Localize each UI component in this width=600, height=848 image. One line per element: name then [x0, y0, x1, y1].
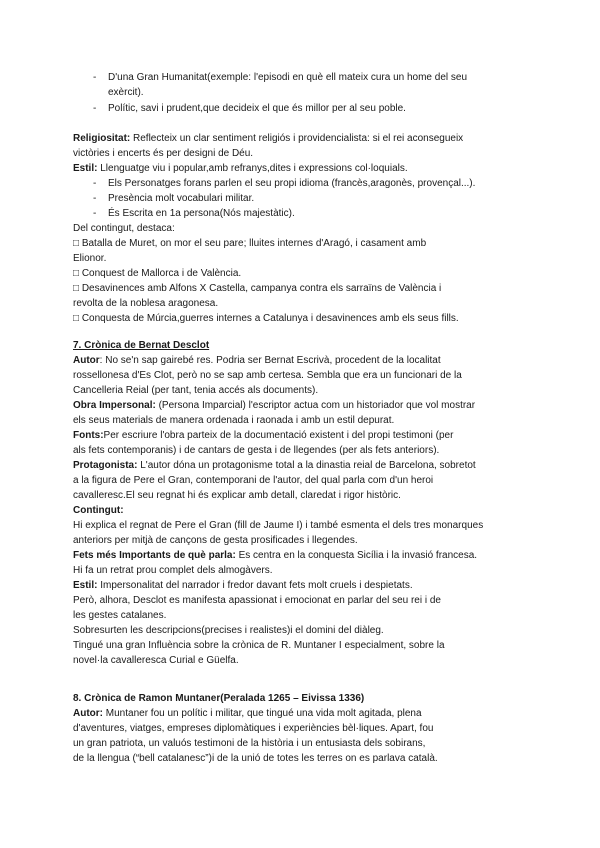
s8-autor — [73, 706, 422, 721]
s7-fets-line: Hi fa un retrat prou complet dels almogàvers. — [73, 565, 273, 576]
s8-autor-label: Autor: — [73, 708, 103, 719]
estil-text: Llenguatge viu i popular,amb refranys,dites i expressions col·loquials. — [97, 163, 408, 174]
s7-prot-line: a la figura de Pere el Gran, contemporani de l'autor, del qual parla com d'un heroi — [73, 475, 434, 486]
bullet-dash: - — [93, 72, 97, 83]
s7-obra-label: Obra Impersonal: — [73, 400, 156, 411]
bullet-text: Polític, savi i prudent,que decideix el que és millor per al seu poble. — [108, 103, 406, 114]
section-7-heading: 7. Crònica de Bernat Desclot — [73, 340, 210, 351]
contingut-item: □ Desavinences amb Alfons X Castella, campanya contra els sarraïns de València i — [73, 283, 442, 294]
s7-estil-line: Però, alhora, Desclot es manifesta apassionat i emocionat en parlar del seu rei i de — [73, 595, 441, 606]
s7-prot-label: Protagonista: — [73, 460, 138, 471]
religiositat-label: Religiositat: — [73, 133, 131, 144]
bullet-dash: - — [93, 193, 97, 204]
s7-fonts-text: Per escriure l'obra parteix de la documentació existent i del propi testimoni (per — [103, 430, 454, 441]
s7-estil-text: Impersonalitat del narrador i fredor davant fets molt cruels i despietats. — [97, 580, 413, 591]
s7-autor-text: : No se'n sap gairebé res. Podria ser Bernat Escrivà, procedent de la localitat — [99, 355, 441, 366]
s8-autor-text: Muntaner fou un polític i militar, que tingué una vida molt agitada, plena — [103, 708, 422, 719]
contingut-item: □ Batalla de Muret, on mor el seu pare; lluites internes d'Aragó, i casament amb — [73, 238, 427, 249]
s7-autor-line: rossellonesa d'Es Clot, però no se sap amb certesa. Sembla que era un funcionari de la — [73, 370, 462, 381]
bullet-text: D'una Gran Humanitat(exemple: l'episodi en què ell mateix cura un home del seu — [108, 72, 468, 83]
bullet-dash: - — [93, 103, 97, 114]
s7-estil — [73, 578, 413, 593]
bullet-dash: - — [93, 178, 97, 189]
s7-prot-line: cavalleresc.El seu regnat hi és explicar amb detall, claredat i rigor històric. — [73, 490, 401, 501]
estil-label: Estil: — [73, 163, 98, 174]
contingut-intro: Del contingut, destaca: — [73, 223, 175, 234]
contingut-item: revolta de la noblesa aragonesa. — [73, 298, 219, 309]
s7-fets — [73, 548, 477, 563]
estil-bullet: Presència molt vocabulari militar. — [108, 193, 255, 204]
s7-obra — [73, 398, 475, 413]
s8-autor-line: de la llengua (“bell catalanesc”)i de la unió de totes les terres on es parlava català. — [73, 753, 438, 764]
section-8-heading: 8. Crònica de Ramon Muntaner(Peralada 1265 – Eivissa 1336) — [73, 693, 365, 704]
s8-autor-line: d'aventures, viatges, empreses diplomàtiques i experiències bèl·liques. Apart, fou — [73, 723, 434, 734]
s7-obra-text: (Persona Imparcial) l'escriptor actua com un historiador que vol mostrar — [155, 400, 476, 411]
s7-estil-line: les gestes catalanes. — [73, 610, 167, 621]
s7-fonts — [73, 428, 453, 443]
s7-contingut-line: Hi explica el regnat de Pere el Gran (fill de Jaume I) i també esmenta el dels tres monarques — [73, 520, 484, 531]
s7-estil-label: Estil: — [73, 580, 98, 591]
estil-bullet: Els Personatges forans parlen el seu propi idioma (francès,aragonès, provençal...). — [108, 178, 476, 189]
s8-autor-line: un gran patriota, un valuós testimoni de la història i un entusiasta dels sobirans, — [73, 738, 426, 749]
s7-fonts-label: Fonts: — [73, 430, 104, 441]
s7-estil-line: Tingué una gran Influència sobre la crònica de R. Muntaner I especialment, sobre la — [73, 640, 445, 651]
s7-prot-text: L'autor dóna un protagonisme total a la dinastia reial de Barcelona, sobretot — [137, 460, 476, 471]
estil-bullet: És Escrita en 1a persona(Nós majestàtic). — [108, 208, 295, 219]
religiositat-cont: victòries i encerts és per designi de Déu. — [73, 148, 254, 159]
contingut-item: □ Conquesta de Múrcia,guerres internes a Catalunya i desavinences amb els seus fills. — [73, 313, 459, 324]
s7-autor-line: Cancelleria Reial (per tant, tenia accés als documents). — [73, 385, 319, 396]
s7-protagonista — [73, 458, 476, 473]
religiositat-paragraph — [73, 131, 463, 146]
s7-estil-line: Sobresurten les descripcions(precises i realistes)i el domini del diàleg. — [73, 625, 384, 636]
religiositat-text: Reflecteix un clar sentiment religiós i providencialista: si el rei aconsegueix — [130, 133, 464, 144]
s7-fonts-line: als fets contemporanis) i de cantars de gesta i de llegendes (per als fets anteriors). — [73, 445, 440, 456]
s7-fets-label: Fets més Importants de què parla: — [73, 550, 236, 561]
s7-obra-line: els seus materials de manera ordenada i raonada i amb un estil depurat. — [73, 415, 395, 426]
s7-contingut-line: anteriors per mitjà de cançons de gesta prosificades i llegendes. — [73, 535, 358, 546]
s7-contingut-label: Contingut: — [73, 505, 124, 516]
contingut-item: Elionor. — [73, 253, 107, 264]
s7-autor — [73, 353, 441, 368]
bullet-dash: - — [93, 208, 97, 219]
s7-fets-text: Es centra en la conquesta Sicília i la invasió francesa. — [235, 550, 478, 561]
bullet-text: exèrcit). — [108, 87, 144, 98]
contingut-item: □ Conquest de Mallorca i de València. — [73, 268, 242, 279]
s7-autor-label: Autor — [73, 355, 100, 366]
s7-estil-line: novel·la cavalleresca Curial e Güelfa. — [73, 655, 239, 666]
estil-paragraph — [73, 161, 408, 176]
